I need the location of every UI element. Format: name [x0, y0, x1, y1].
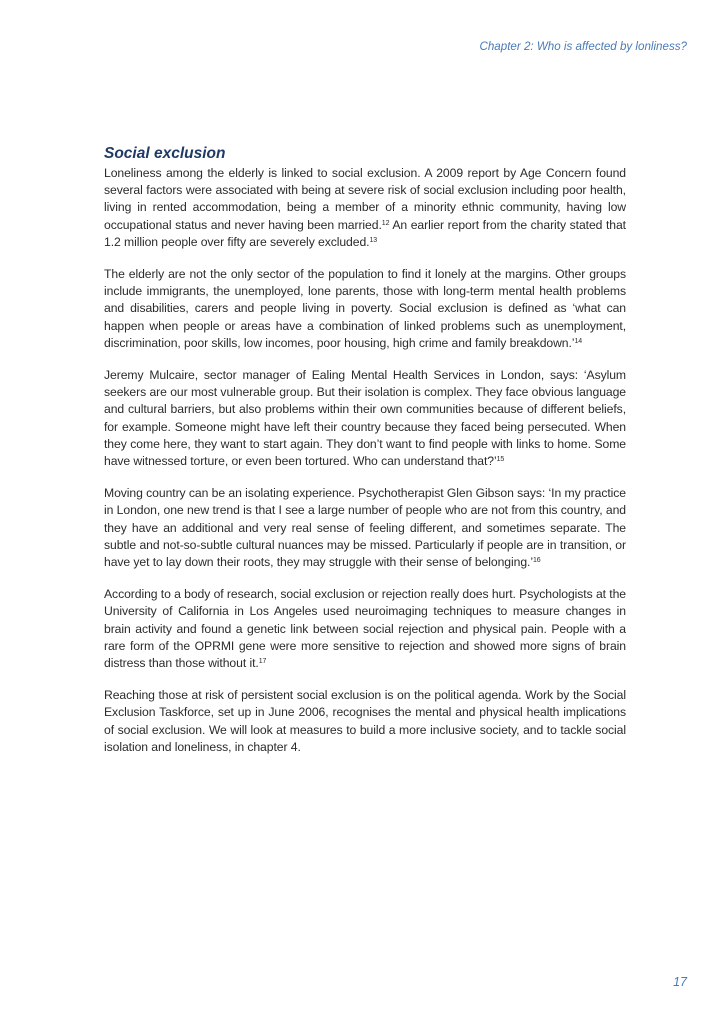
paragraph-text: An earlier report from the charity stated that 1.2 million people over fifty are severely excluded.: [104, 217, 626, 249]
paragraph-2: [104, 266, 626, 352]
paragraph-text: Moving country can be an isolating experience. Psychotherapist Glen Gibson says: ‘In my practice in London, one new trend is that I see a large number of people who are not from this country, and they have an additional and very real sense of feeling different, and sometimes separate. The subtle and not-so-subtle cultural nuances may be missed. Particularly if people are in transition, or have yet to lay down their roots, they may struggle with their sense of belonging.’: [104, 486, 626, 570]
paragraph-5: [104, 586, 626, 672]
paragraph-text: Reaching those at risk of persistent social exclusion is on the political agenda. Work by the Social Exclusion Taskforce, set up in June 2006, recognises the mental and physical health implications of social exclusion. We will look at measures to build a more inclusive society, and to tackle social isolation and loneliness, in chapter 4.: [104, 688, 626, 754]
footnote-ref: 13: [369, 236, 378, 244]
footnote-ref: 16: [532, 557, 541, 565]
paragraph-text: Jeremy Mulcaire, sector manager of Ealing Mental Health Services in London, says: ‘Asylum seekers are our most vulnerable group. But their isolation is complex. They face obvious language and cultural barriers, but also problems within their own communities because of different beliefs, for example. Someone might have left their country because they faced being persecuted. When they come here, they want to start again. They don’t want to find people with links to home. Some have witnessed torture, or even been tortured. Who can understand that?’: [104, 368, 626, 469]
paragraph-1: [104, 165, 626, 251]
footnote-ref: 14: [574, 337, 583, 345]
page-number: 17: [673, 975, 687, 989]
paragraph-3: [104, 367, 626, 470]
paragraph-text: According to a body of research, social exclusion or rejection really does hurt. Psychologists at the University of California in Los Angeles used neuroimaging techniques to measure changes in brain activity and found a genetic link between social rejection and physical pain. People with a rare form of the OPRMI gene were more sensitive to rejection and showed more signs of brain distress than those without it.: [104, 587, 626, 671]
paragraph-4: [104, 485, 626, 571]
paragraph-6: [104, 687, 626, 756]
paragraph-text: Loneliness among the elderly is linked to social exclusion. A 2009 report by Age Concern found several factors were associated with being at severe risk of social exclusion including poor health, living in rented accommodation, being a member of a minority ethnic community, having low occupational status and never having been married.: [104, 166, 626, 232]
paragraph-text: The elderly are not the only sector of the population to find it lonely at the margins. Other groups include immigrants, the unemployed, lone parents, those with long-term mental health problems and disabilities, carers and people living in poverty. Social exclusion is defined as ‘what can happen when people or areas have a combination of linked problems such as unemployment, discrimination, poor skills, low incomes, poor housing, high crime and family breakdown.’: [104, 267, 626, 350]
running-header: Chapter 2: Who is affected by lonliness?: [479, 40, 687, 53]
section-title: Social exclusion: [104, 145, 226, 162]
footnote-ref: 17: [258, 658, 267, 666]
main-content: [104, 144, 626, 771]
footnote-ref: 12: [381, 219, 390, 227]
footnote-ref: 15: [496, 456, 505, 464]
